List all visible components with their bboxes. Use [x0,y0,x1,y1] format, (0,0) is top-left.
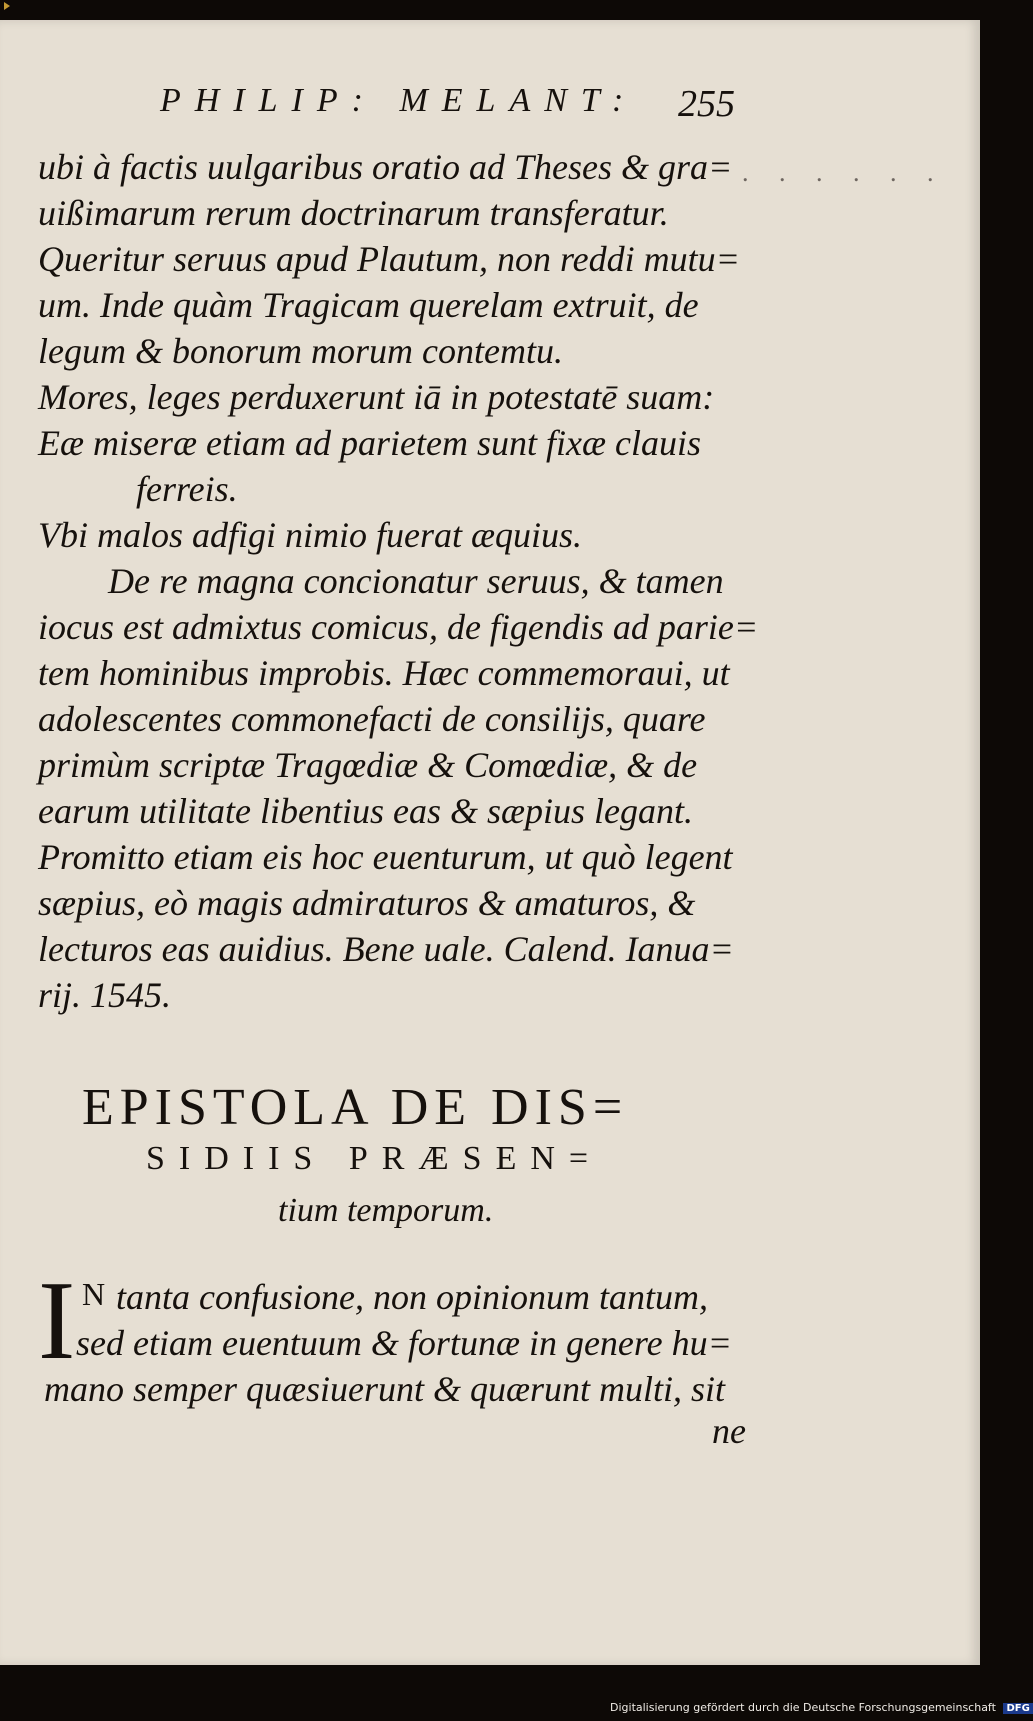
first-word-rest: N [82,1276,106,1312]
drop-cap: I [38,1259,76,1383]
verse-line: Mores, leges perduxerunt iā in potestatē suam: [38,377,715,417]
section-heading-line3: tium temporum. [278,1192,494,1229]
catchword: ne [712,1411,746,1451]
text-line: tanta confusione, non opinionum tantum, [116,1277,708,1317]
text-line: tem hominibus improbis. Hæc commemoraui, ut [38,653,730,693]
book-page [0,20,980,1665]
text-line: sæpius, eò magis admiraturos & amaturos, & [38,883,696,923]
text-line: Promitto etiam eis hoc euenturum, ut quò legent [38,837,733,877]
margin-dots: . . . . . . [742,158,946,187]
text-line: lecturos eas auidius. Bene uale. Calend. Ianua= [38,929,734,969]
text-line: rij. 1545. [38,975,172,1015]
text-line: primùm scriptæ Tragœdiæ & Comœdiæ, & de [38,745,698,785]
verse-line: ferreis. [136,469,238,509]
page-edge [980,20,1000,1665]
text-line: Queritur seruus apud Plautum, non reddi mutu= [38,239,740,279]
dfg-logo-icon: DFG [1003,1703,1032,1714]
text-line: uißimarum rerum doctrinarum transferatur. [38,193,669,233]
corner-marker-icon [4,2,10,10]
credit-text: Digitalisierung gefördert durch die Deutsche Forschungsgemeinschaft [610,1701,996,1714]
verse-line: Vbi malos adfigi nimio fuerat æquius. [38,515,583,555]
section-heading: EPISTOLA DE DIS= [82,1079,629,1136]
section-heading-line2: SIDIIS PRÆSEN= [146,1140,603,1177]
digitization-credit [610,1701,1033,1714]
page-number: 255 [678,83,735,125]
text-line: ubi à factis uulgaribus oratio ad Theses & gra= [38,147,733,187]
text-line: iocus est admixtus comicus, de figendis ad parie= [38,607,759,647]
text-line: earum utilitate libentius eas & sæpius legant. [38,791,693,831]
text-line: sed etiam euentuum & fortunæ in genere hu= [76,1323,732,1363]
text-line: adolescentes commonefacti de consilijs, quare [38,699,706,739]
text-line: um. Inde quàm Tragicam querelam extruit, de [38,285,699,325]
verse-line: Eæ miseræ etiam ad parietem sunt fixæ clauis [38,423,701,463]
text-line: mano semper quæsiuerunt & quærunt multi, sit [44,1369,726,1409]
text-line: De re magna concionatur seruus, & tamen [108,561,724,601]
running-header: PHILIP: MELANT: [160,82,638,119]
text-line: legum & bonorum morum contemtu. [38,331,563,371]
